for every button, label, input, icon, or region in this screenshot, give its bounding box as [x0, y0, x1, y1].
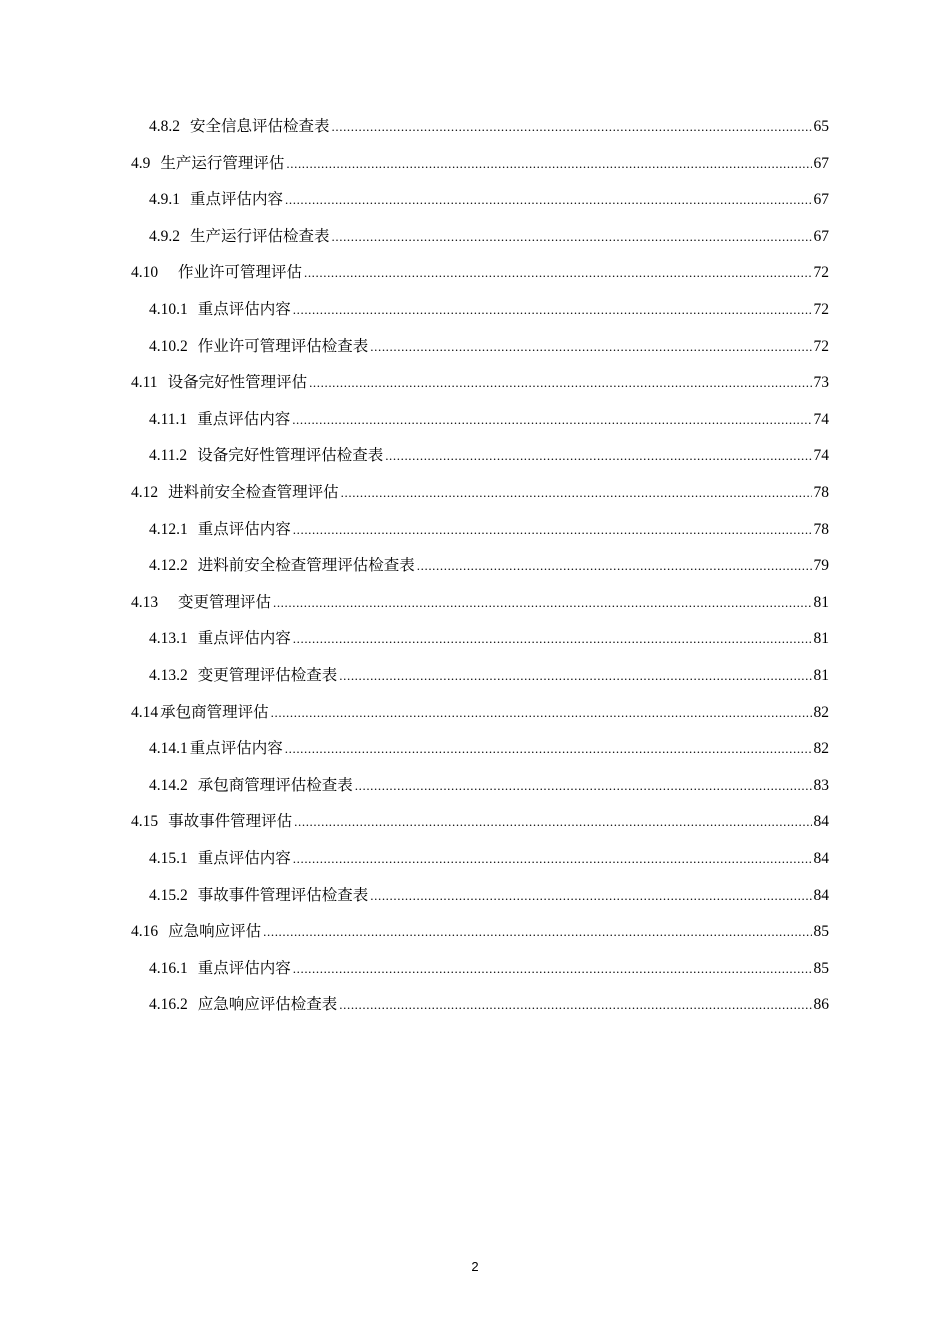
toc-entry-page: 84: [813, 813, 829, 831]
toc-entry-title: 安全信息评估检查表: [190, 117, 330, 135]
toc-entry-title: 变更管理评估: [168, 592, 271, 611]
toc-entry-page: 65: [813, 118, 829, 135]
toc-entry-page: 73: [813, 374, 829, 392]
toc-entry-page: 67: [813, 154, 829, 172]
toc-dot-leader: [385, 438, 811, 474]
toc-entry[interactable]: [149, 950, 829, 986]
toc-entry-number: 4.14: [131, 703, 159, 721]
toc-entry[interactable]: [149, 767, 829, 803]
toc-entry-page: 84: [813, 850, 829, 867]
toc-entry[interactable]: [149, 620, 829, 656]
toc-entry-title: 变更管理评估检查表: [197, 666, 338, 684]
toc-entry-page: 82: [813, 703, 829, 721]
toc-entry-number: 4.13: [131, 593, 159, 611]
toc-entry[interactable]: [131, 145, 829, 181]
toc-dot-leader: [332, 219, 812, 255]
toc-entry-title: 承包商管理评估: [160, 702, 269, 721]
toc-entry-title: 重点评估内容: [197, 629, 291, 648]
toc-entry[interactable]: [149, 730, 829, 766]
toc-entry[interactable]: [149, 657, 829, 693]
toc-entry-title: 进料前安全检查管理评估: [168, 483, 339, 501]
toc-entry-title: 重点评估内容: [197, 519, 291, 538]
toc-entry-number: 4.11.2: [149, 447, 188, 465]
toc-entry-title: 生产运行管理评估: [160, 153, 285, 172]
toc-entry-page: 85: [813, 959, 829, 977]
toc-entry-page: 67: [813, 227, 829, 245]
toc-entry-page: 72: [813, 301, 829, 318]
toc-entry-page: 72: [813, 337, 829, 355]
toc-entry-title: 事故事件管理评估检查表: [197, 885, 369, 904]
toc-entry-title: 承包商管理评估检查表: [197, 775, 353, 794]
toc-entry[interactable]: [149, 511, 829, 547]
toc-dot-leader: [263, 914, 811, 950]
toc-entry[interactable]: [131, 364, 829, 400]
toc-entry-page: 79: [813, 557, 829, 575]
toc-entry-title: 事故事件管理评估: [168, 812, 293, 831]
toc-entry-title: 重点评估内容: [189, 739, 283, 758]
toc-dot-leader: [285, 182, 811, 218]
toc-entry-number: 4.8.2: [149, 118, 180, 135]
toc-entry-title: 作业许可管理评估检查表: [197, 336, 369, 355]
toc-entry-number: 4.9.2: [149, 227, 180, 245]
toc-entry-title: 重点评估内容: [197, 849, 291, 867]
toc-dot-leader: [370, 329, 811, 365]
toc-entry-number: 4.16.2: [149, 996, 188, 1014]
toc-entry-title: 重点评估内容: [197, 300, 291, 318]
toc-entry-page: 74: [813, 410, 829, 428]
toc-entry-page: 81: [813, 630, 829, 648]
toc-entry-number: 4.15: [131, 813, 159, 831]
toc-entry[interactable]: [149, 328, 829, 364]
toc-entry-number: 4.16.1: [149, 959, 188, 977]
toc-entry-number: 4.14.2: [149, 776, 188, 794]
toc-entry[interactable]: [131, 584, 829, 620]
toc-entry-page: 78: [813, 484, 829, 501]
toc-entry-number: 4.9.1: [149, 191, 180, 209]
toc-entry[interactable]: [149, 291, 829, 327]
toc-entry-number: 4.12.1: [149, 520, 188, 538]
toc-entry-page: 81: [813, 593, 829, 611]
toc-entry-page: 85: [813, 923, 829, 941]
toc-dot-leader: [293, 841, 812, 877]
toc-entry-number: 4.12: [131, 484, 159, 501]
toc-entry-title: 应急响应评估: [168, 922, 262, 941]
toc-dot-leader: [271, 695, 812, 731]
toc-entry-title: 生产运行评估检查表: [190, 226, 330, 245]
toc-entry[interactable]: [149, 218, 829, 254]
toc-entry-number: 4.11.1: [149, 410, 188, 428]
toc-entry-page: 72: [813, 264, 829, 282]
toc-entry-title: 重点评估内容: [190, 190, 284, 209]
toc-dot-leader: [417, 548, 812, 584]
toc-entry-number: 4.10.1: [149, 301, 188, 318]
toc-entry-number: 4.13.2: [149, 667, 188, 684]
toc-dot-leader: [293, 621, 812, 657]
toc-dot-leader: [285, 731, 812, 767]
toc-entry-page: 78: [813, 520, 829, 538]
toc-dot-leader: [293, 951, 812, 987]
toc-entry[interactable]: [149, 401, 829, 437]
toc-entry[interactable]: [149, 547, 829, 583]
toc-entry[interactable]: [149, 181, 829, 217]
toc-dot-leader: [341, 475, 812, 511]
toc-entry[interactable]: [131, 694, 829, 730]
toc-entry-number: 4.10: [131, 264, 159, 282]
toc-entry[interactable]: [149, 877, 829, 913]
toc-entry-page: 82: [813, 740, 829, 758]
toc-dot-leader: [273, 585, 812, 621]
toc-entry[interactable]: [149, 108, 829, 144]
toc-entry[interactable]: [149, 840, 829, 876]
toc-entry-page: 86: [813, 996, 829, 1014]
toc-dot-leader: [286, 146, 811, 182]
toc-entry-page: 84: [813, 886, 829, 904]
toc-entry[interactable]: [149, 437, 829, 473]
toc-entry-number: 4.15.1: [149, 850, 188, 867]
toc-entry-page: 74: [813, 447, 829, 465]
toc-entry-title: 应急响应评估检查表: [197, 995, 338, 1014]
toc-entry[interactable]: [149, 986, 829, 1022]
toc-entry-number: 4.11: [131, 374, 158, 392]
toc-entry-page: 81: [813, 667, 829, 684]
toc-dot-leader: [292, 402, 811, 438]
toc-entry-page: 83: [813, 776, 829, 794]
toc-dot-leader: [355, 768, 812, 804]
toc-entry[interactable]: [131, 254, 829, 290]
toc-dot-leader: [293, 292, 812, 328]
toc-entry-number: 4.15.2: [149, 886, 188, 904]
toc-entry-title: 作业许可管理评估: [168, 263, 302, 282]
toc-dot-leader: [339, 658, 811, 694]
toc-dot-leader: [304, 255, 812, 291]
toc-entry-number: 4.16: [131, 923, 159, 941]
toc-dot-leader: [309, 365, 811, 401]
toc-entry-page: 67: [813, 191, 829, 209]
toc-dot-leader: [332, 109, 812, 145]
toc-entry-title: 进料前安全检查管理评估检查表: [197, 556, 415, 575]
toc-entry-title: 设备完好性管理评估检查表: [197, 446, 384, 465]
toc-entry-title: 重点评估内容: [197, 958, 291, 977]
toc-entry[interactable]: [131, 913, 829, 949]
page-number: 2: [471, 1259, 479, 1274]
toc-dot-leader: [293, 512, 812, 548]
toc-entry[interactable]: [131, 474, 829, 510]
toc-entry-title: 重点评估内容: [197, 409, 291, 428]
toc-entry-number: 4.13.1: [149, 630, 188, 648]
toc-entry-number: 4.12.2: [149, 557, 188, 575]
toc-dot-leader: [294, 804, 811, 840]
toc-entry-number: 4.14.1: [149, 740, 188, 758]
toc-entry[interactable]: [131, 803, 829, 839]
toc-dot-leader: [370, 878, 811, 914]
toc-dot-leader: [339, 987, 811, 1023]
toc-entry-number: 4.9: [131, 154, 151, 172]
toc-entry-title: 设备完好性管理评估: [167, 373, 308, 392]
toc-entry-number: 4.10.2: [149, 337, 188, 355]
